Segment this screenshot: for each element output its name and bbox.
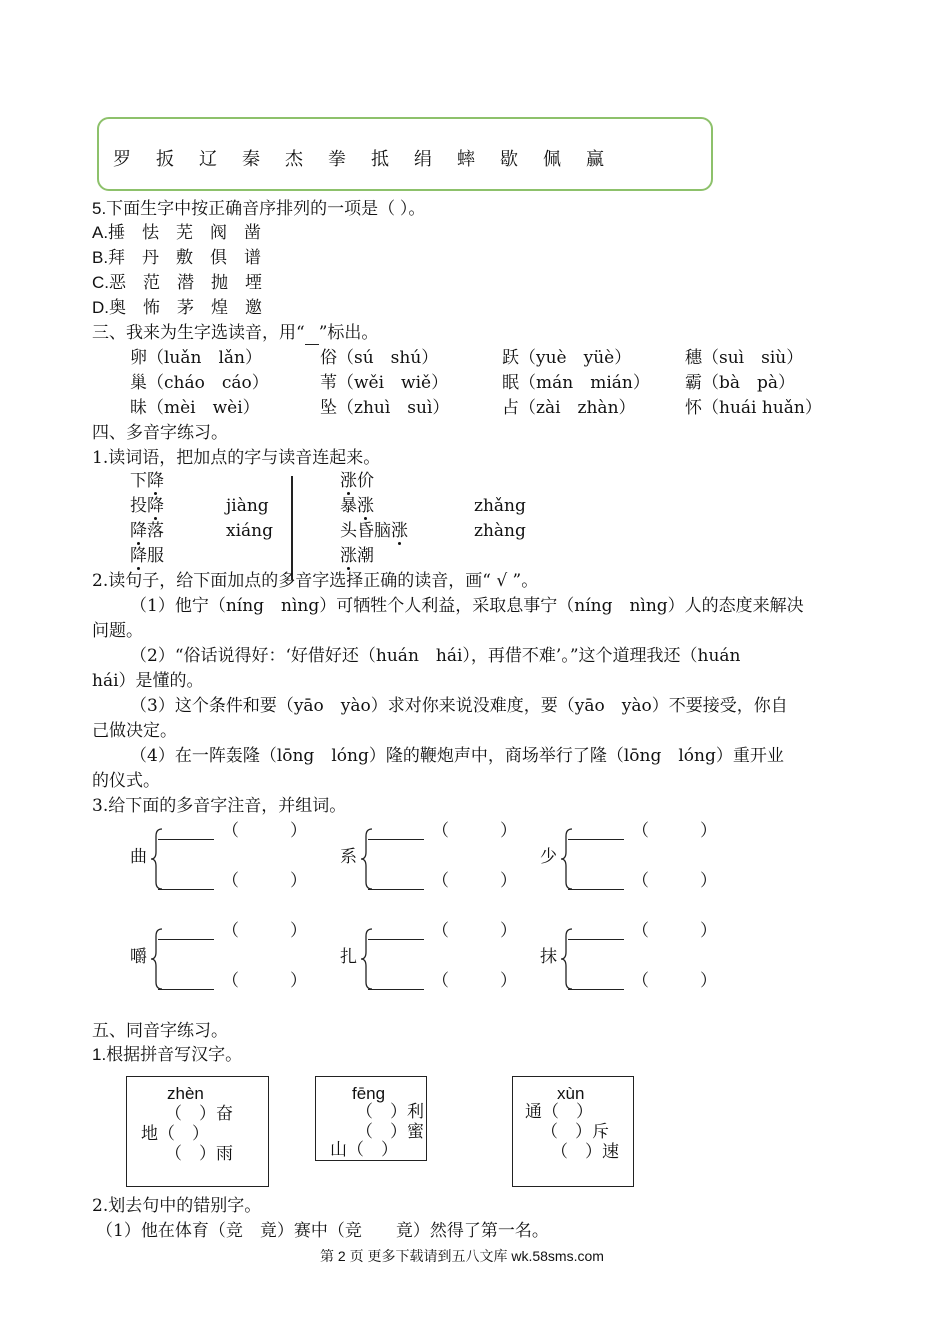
q5-1-title: 1.根据拼音写汉字。 [92,1045,243,1064]
divider-line [291,476,293,580]
character-item: 拳 [328,149,346,170]
pinyin-choice[interactable]: 霸（bà pà） [685,373,796,393]
brace-icon [560,928,574,990]
matching-right-word[interactable]: 涨价 [340,471,374,491]
sentence-line: （3）这个条件和要（yāo yào）求对你来说没难度，要（yāo yào）不要接受，你自 [130,696,788,716]
pinyin-choice[interactable]: 巢（cháo cáo） [130,373,269,393]
homophone-box-xun [512,1076,634,1187]
matching-left-pinyin[interactable]: xiáng [226,521,273,541]
pinyin-blank[interactable]: （ ） [432,921,517,941]
sentence-line: （2）“俗话说得好：‘好借好还（huán hái），再借不难’。”这个道理我还（huán [130,646,741,666]
fill-blank[interactable]: （ ）奋 [165,1104,233,1124]
pinyin-label: xùn [557,1084,585,1103]
sentence-line: （4）在一阵轰隆（lōng lóng）隆的鞭炮声中，商场举行了隆（lōng lóng）重开业 [130,746,784,766]
fill-blank[interactable]: （ ）利 [356,1102,424,1122]
matching-left-word[interactable]: 降落 [130,521,164,541]
pinyin-choice[interactable]: 跃（yuè yüè） [502,348,632,368]
q5-2-title: 2.划去句中的错别字。 [92,1196,262,1216]
character-item: 秦 [242,149,260,170]
q5-option-c: C.恶 范 潜 抛 堙 [92,273,262,292]
character-item: 抵 [371,149,389,170]
fill-blank[interactable]: （ ）雨 [165,1144,233,1164]
pinyin-blank[interactable]: （ ） [432,821,517,841]
fill-blank[interactable]: （ ）斥 [541,1122,609,1142]
character-item: 赢 [586,149,604,170]
pinyin-blank[interactable]: （ ） [632,871,717,891]
pinyin-choice[interactable]: 卵（luǎn lǎn） [130,348,262,368]
brace-icon [560,828,574,890]
q5-option-b: B.拜 丹 敷 俱 谱 [92,248,262,267]
brace-icon [360,928,374,990]
section-3-title: 三、我来为生字选读音，用“ ”标出。 [92,323,379,343]
character-item: 歇 [500,149,518,170]
q4-1-title: 1.读词语，把加点的字与读音连起来。 [92,448,381,468]
pinyin-choice[interactable]: 穗（suì siù） [685,348,804,368]
pinyin-label: fēng [352,1084,386,1103]
polyphone-char: 嚼 [130,947,147,967]
sentence-line: hái）是懂的。 [92,671,204,691]
sentence-line: 己做决定。 [92,721,177,741]
word-blank[interactable] [568,889,624,890]
q5-option-d: D.奥 怖 茅 煌 邀 [92,298,262,317]
sentence-line: 问题。 [92,621,143,641]
pinyin-blank[interactable]: （ ） [632,921,717,941]
homophone-box-feng [315,1076,427,1161]
brace-icon [150,928,164,990]
pinyin-blank[interactable]: （ ） [632,971,717,991]
word-blank[interactable] [368,989,424,990]
character-item: 罗 [113,149,131,170]
page-footer: 第 2 页 更多下载请到五八文库 wk.58sms.com [320,1248,604,1264]
q5-title: 5.下面生字中按正确音序排列的一项是（ ）。 [92,199,426,218]
word-blank[interactable] [568,939,624,940]
word-blank[interactable] [568,989,624,990]
character-list [113,145,629,171]
q5-2-sentence: （1）他在体育（竞 竟）赛中（竞 竟）然得了第一名。 [96,1221,549,1241]
section-4-title: 四、多音字练习。 [92,423,228,443]
polyphone-char: 曲 [130,847,147,867]
character-item: 辽 [199,149,217,170]
polyphone-char: 扎 [340,947,357,967]
matching-right-pinyin[interactable]: zhàng [474,521,526,541]
fill-blank[interactable]: （ ）蜜 [356,1122,424,1142]
homophone-box-zhen [126,1076,269,1187]
pinyin-choice[interactable]: 俗（sú shú） [320,348,439,368]
pinyin-blank[interactable]: （ ） [632,821,717,841]
character-item: 绢 [414,149,432,170]
word-blank[interactable] [368,939,424,940]
fill-blank[interactable]: 山（ ） [330,1140,398,1160]
pinyin-label: zhèn [167,1084,204,1103]
matching-right-word[interactable]: 涨潮 [340,546,374,566]
word-blank[interactable] [158,939,214,940]
pinyin-choice[interactable]: 苇（wěi wiě） [320,373,449,393]
matching-right-word[interactable]: 暴涨 [340,496,374,516]
fill-blank[interactable]: 通（ ） [525,1102,593,1122]
pinyin-choice[interactable]: 怀（huái huǎn） [685,398,822,418]
fill-blank[interactable]: （ ）速 [551,1142,619,1162]
pinyin-blank[interactable]: （ ） [222,821,307,841]
fill-blank[interactable]: 地（ ） [141,1124,209,1144]
matching-left-word[interactable]: 降服 [130,546,164,566]
word-blank[interactable] [568,839,624,840]
polyphone-char: 少 [540,847,557,867]
matching-right-word[interactable]: 头昏脑涨 [340,521,408,541]
word-blank[interactable] [158,839,214,840]
pinyin-blank[interactable]: （ ） [432,871,517,891]
sentence-line: （1）他宁（níng nìng）可牺牲个人利益，采取息事宁（níng nìng）人的态度来解决 [130,596,804,616]
pinyin-choice[interactable]: 坠（zhuì suì） [320,398,450,418]
pinyin-blank[interactable]: （ ） [222,921,307,941]
word-blank[interactable] [158,889,214,890]
character-item: 佩 [543,149,561,170]
word-blank[interactable] [158,989,214,990]
brace-icon [360,828,374,890]
pinyin-blank[interactable]: （ ） [222,871,307,891]
q5-option-a: A.捶 怯 芜 阀 凿 [92,223,262,242]
pinyin-choice[interactable]: 昧（mèi wèi） [130,398,260,418]
q4-3-title: 3.给下面的多音字注音，并组词。 [92,796,347,816]
character-item: 蟀 [457,149,475,170]
polyphone-char: 系 [340,847,357,867]
character-item: 扳 [156,149,174,170]
character-item: 杰 [285,149,303,170]
sentence-line: 的仪式。 [92,771,160,791]
matching-left-pinyin[interactable]: jiàng [226,496,269,516]
pinyin-choice[interactable]: 眠（mán mián） [502,373,650,393]
matching-left-word[interactable]: 下降 [130,471,164,491]
matching-right-pinyin[interactable]: zhǎng [474,496,526,516]
q4-2-title: 2.读句子，给下面加点的多音字选择正确的读音，画“ √ ”。 [92,571,539,591]
word-blank[interactable] [368,889,424,890]
section-5-title: 五、同音字练习。 [92,1021,228,1041]
word-blank[interactable] [368,839,424,840]
polyphone-char: 抹 [540,947,557,967]
brace-icon [150,828,164,890]
pinyin-blank[interactable]: （ ） [222,971,307,991]
pinyin-choice[interactable]: 占（zài zhàn） [502,398,636,418]
matching-left-word[interactable]: 投降 [130,496,164,516]
pinyin-blank[interactable]: （ ） [432,971,517,991]
